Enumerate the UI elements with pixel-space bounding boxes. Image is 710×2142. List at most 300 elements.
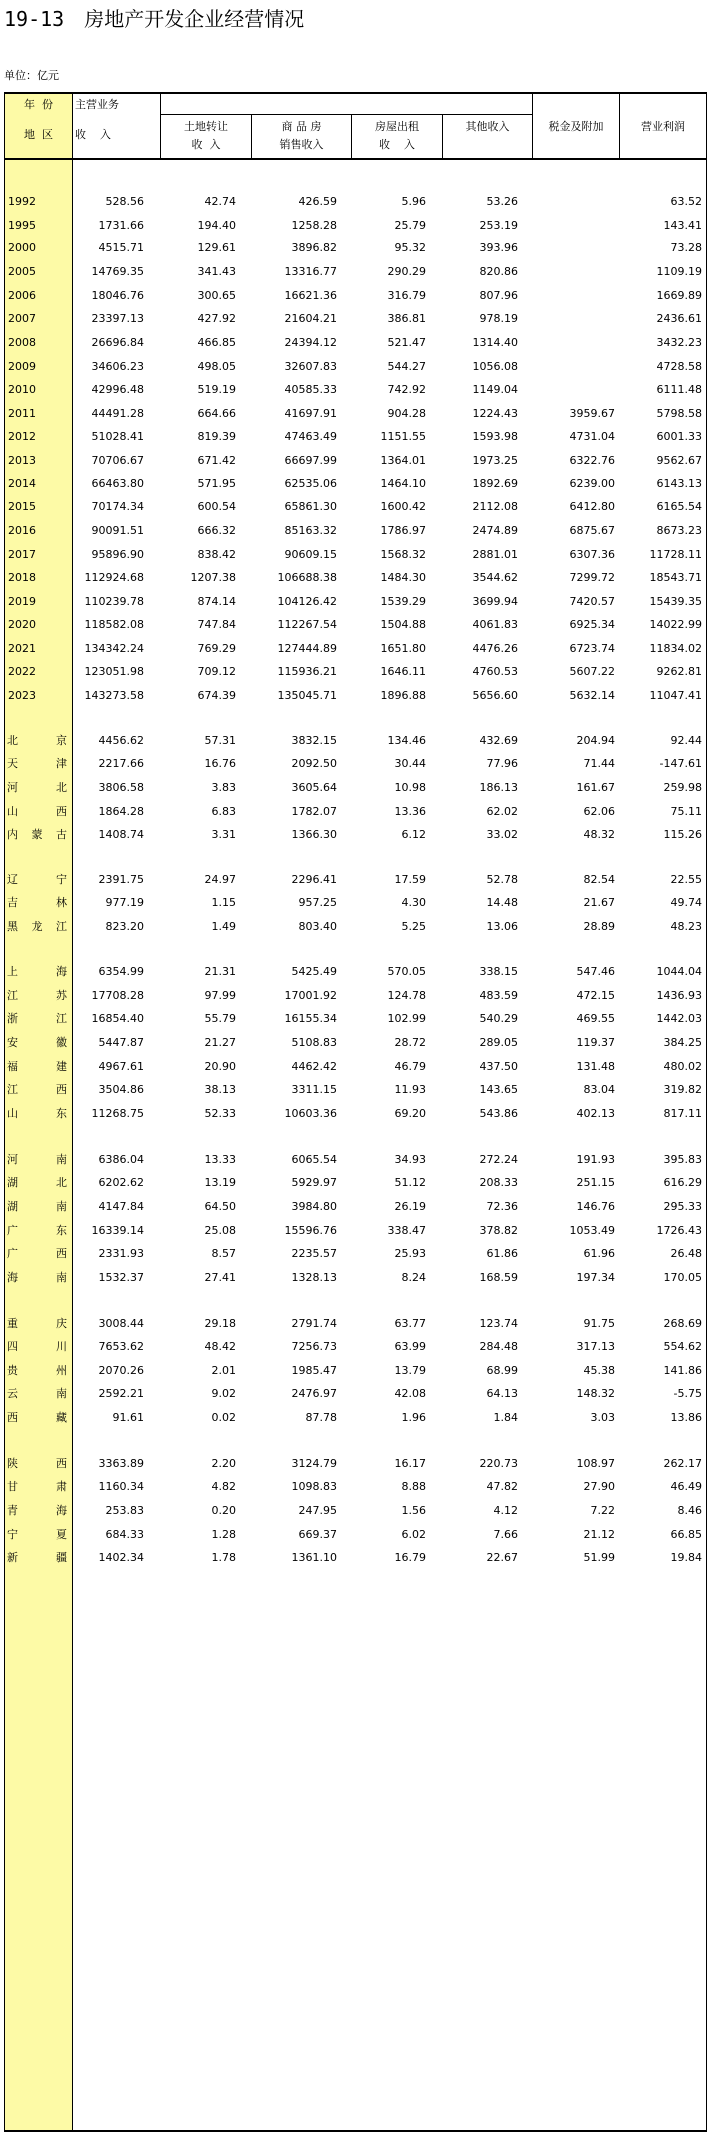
cell-other-revenue: 2474.89 <box>472 524 518 537</box>
cell-land-transfer: 1.49 <box>211 920 236 933</box>
table-header <box>5 92 706 160</box>
cell-rental: 742.92 <box>387 383 426 396</box>
row-region-label: 上海 <box>7 965 67 978</box>
cell-taxes: 7.22 <box>590 1504 615 1517</box>
cell-housing-sales: 2092.50 <box>291 757 337 770</box>
row-region-label: 内蒙古 <box>7 828 67 841</box>
cell-housing-sales: 247.95 <box>298 1504 337 1517</box>
cell-operating-profit: 1669.89 <box>656 289 702 302</box>
cell-taxes: 119.37 <box>576 1036 615 1049</box>
cell-operating-profit: 554.62 <box>663 1340 702 1353</box>
cell-main-revenue: 4456.62 <box>98 734 144 747</box>
cell-main-revenue: 3504.86 <box>98 1083 144 1096</box>
cell-rental: 25.93 <box>394 1247 426 1260</box>
cell-land-transfer: 427.92 <box>197 312 236 325</box>
cell-housing-sales: 24394.12 <box>284 336 337 349</box>
cell-other-revenue: 52.78 <box>486 873 518 886</box>
row-region-label: 河北 <box>7 781 67 794</box>
cell-main-revenue: 14769.35 <box>91 265 144 278</box>
unit-label: 单位：亿元 <box>4 69 59 82</box>
cell-land-transfer: 21.31 <box>204 965 236 978</box>
cell-land-transfer: 1.28 <box>211 1528 236 1541</box>
cell-housing-sales: 7256.73 <box>291 1340 337 1353</box>
cell-housing-sales: 15596.76 <box>284 1224 337 1237</box>
cell-operating-profit: -5.75 <box>673 1387 702 1400</box>
header-land-transfer: 土地转让 <box>184 120 228 133</box>
cell-main-revenue: 11268.75 <box>91 1107 144 1120</box>
cell-land-transfer: 1.78 <box>211 1551 236 1564</box>
cell-operating-profit: 11728.11 <box>649 548 702 561</box>
cell-operating-profit: 1726.43 <box>656 1224 702 1237</box>
cell-main-revenue: 528.56 <box>105 195 144 208</box>
cell-other-revenue: 1892.69 <box>472 477 518 490</box>
cell-rental: 1646.11 <box>380 665 426 678</box>
cell-taxes: 6322.76 <box>569 454 615 467</box>
data-table <box>4 92 707 2132</box>
row-year-label: 2009 <box>8 360 36 373</box>
row-region-label: 重庆 <box>7 1317 67 1330</box>
table-number: 19-13 <box>4 7 65 31</box>
cell-housing-sales: 3311.15 <box>291 1083 337 1096</box>
cell-other-revenue: 378.82 <box>479 1224 518 1237</box>
cell-other-revenue: 432.69 <box>479 734 518 747</box>
cell-operating-profit: 22.55 <box>670 873 702 886</box>
cell-main-revenue: 90091.51 <box>91 524 144 537</box>
cell-taxes: 51.99 <box>583 1551 615 1564</box>
cell-housing-sales: 41697.91 <box>284 407 337 420</box>
cell-rental: 521.47 <box>387 336 426 349</box>
cell-main-revenue: 6386.04 <box>98 1153 144 1166</box>
cell-housing-sales: 669.37 <box>298 1528 337 1541</box>
cell-land-transfer: 0.02 <box>211 1411 236 1424</box>
row-region-label: 天津 <box>7 757 67 770</box>
cell-other-revenue: 7.66 <box>493 1528 518 1541</box>
cell-other-revenue: 4061.83 <box>472 618 518 631</box>
cell-rental: 6.12 <box>401 828 426 841</box>
row-year-label: 2006 <box>8 289 36 302</box>
cell-rental: 13.36 <box>394 805 426 818</box>
row-region-label: 湖北 <box>7 1176 67 1189</box>
cell-land-transfer: 27.41 <box>204 1271 236 1284</box>
cell-main-revenue: 1408.74 <box>98 828 144 841</box>
header-rental: 房屋出租 <box>375 120 419 133</box>
header-rental-sub: 收 入 <box>379 138 415 151</box>
cell-rental: 316.79 <box>387 289 426 302</box>
cell-main-revenue: 91.61 <box>112 1411 144 1424</box>
cell-housing-sales: 5425.49 <box>291 965 337 978</box>
cell-rental: 1568.32 <box>380 548 426 561</box>
cell-taxes: 251.15 <box>576 1176 615 1189</box>
cell-taxes: 5607.22 <box>569 665 615 678</box>
cell-housing-sales: 3896.82 <box>291 241 337 254</box>
cell-main-revenue: 2592.21 <box>98 1387 144 1400</box>
cell-main-revenue: 42996.48 <box>91 383 144 396</box>
cell-housing-sales: 66697.99 <box>284 454 337 467</box>
table-row <box>5 681 706 711</box>
cell-land-transfer: 24.97 <box>204 873 236 886</box>
row-year-label: 1992 <box>8 195 36 208</box>
cell-land-transfer: 1.15 <box>211 896 236 909</box>
cell-taxes: 6412.80 <box>569 500 615 513</box>
cell-rental: 51.12 <box>394 1176 426 1189</box>
cell-other-revenue: 540.29 <box>479 1012 518 1025</box>
cell-other-revenue: 47.82 <box>486 1480 518 1493</box>
cell-other-revenue: 253.19 <box>479 219 518 232</box>
table-row <box>5 1099 706 1129</box>
cell-taxes: 161.67 <box>576 781 615 794</box>
cell-rental: 8.24 <box>401 1271 426 1284</box>
cell-land-transfer: 600.54 <box>197 500 236 513</box>
cell-main-revenue: 51028.41 <box>91 430 144 443</box>
cell-operating-profit: 66.85 <box>670 1528 702 1541</box>
cell-main-revenue: 143273.58 <box>84 689 144 702</box>
cell-taxes: 83.04 <box>583 1083 615 1096</box>
cell-rental: 1896.88 <box>380 689 426 702</box>
cell-land-transfer: 519.19 <box>197 383 236 396</box>
row-year-label: 2005 <box>8 265 36 278</box>
cell-taxes: 71.44 <box>583 757 615 770</box>
cell-housing-sales: 2296.41 <box>291 873 337 886</box>
cell-housing-sales: 3984.80 <box>291 1200 337 1213</box>
header-main-revenue: 主营业务 <box>75 98 119 111</box>
cell-housing-sales: 803.40 <box>298 920 337 933</box>
cell-taxes: 108.97 <box>576 1457 615 1470</box>
cell-housing-sales: 16621.36 <box>284 289 337 302</box>
cell-other-revenue: 1.84 <box>493 1411 518 1424</box>
cell-main-revenue: 18046.76 <box>91 289 144 302</box>
cell-main-revenue: 7653.62 <box>98 1340 144 1353</box>
cell-operating-profit: 26.48 <box>670 1247 702 1260</box>
cell-land-transfer: 4.82 <box>211 1480 236 1493</box>
cell-operating-profit: 3432.23 <box>656 336 702 349</box>
cell-taxes: 469.55 <box>576 1012 615 1025</box>
cell-other-revenue: 22.67 <box>486 1551 518 1564</box>
cell-land-transfer: 9.02 <box>211 1387 236 1400</box>
cell-housing-sales: 47463.49 <box>284 430 337 443</box>
row-region-label: 云南 <box>7 1387 67 1400</box>
cell-operating-profit: 11047.41 <box>649 689 702 702</box>
cell-land-transfer: 194.40 <box>197 219 236 232</box>
row-region-label: 辽宁 <box>7 873 67 886</box>
cell-operating-profit: 11834.02 <box>649 642 702 655</box>
cell-housing-sales: 87.78 <box>305 1411 337 1424</box>
row-year-label: 2012 <box>8 430 36 443</box>
cell-housing-sales: 104126.42 <box>277 595 337 608</box>
cell-taxes: 48.32 <box>583 828 615 841</box>
header-housing-sales-sub: 销售收入 <box>279 138 324 151</box>
row-year-label: 2022 <box>8 665 36 678</box>
cell-other-revenue: 1149.04 <box>472 383 518 396</box>
cell-operating-profit: 319.82 <box>663 1083 702 1096</box>
cell-housing-sales: 32607.83 <box>284 360 337 373</box>
cell-housing-sales: 13316.77 <box>284 265 337 278</box>
row-region-label: 宁夏 <box>7 1528 67 1541</box>
cell-main-revenue: 123051.98 <box>84 665 144 678</box>
cell-main-revenue: 253.83 <box>105 1504 144 1517</box>
cell-main-revenue: 134342.24 <box>84 642 144 655</box>
table-bottom-rule <box>5 2130 706 2132</box>
cell-other-revenue: 1593.98 <box>472 430 518 443</box>
row-region-label: 黑龙江 <box>7 920 67 933</box>
cell-main-revenue: 26696.84 <box>91 336 144 349</box>
cell-land-transfer: 747.84 <box>197 618 236 631</box>
cell-other-revenue: 1224.43 <box>472 407 518 420</box>
row-region-label: 甘肃 <box>7 1480 67 1493</box>
cell-housing-sales: 40585.33 <box>284 383 337 396</box>
cell-other-revenue: 1314.40 <box>472 336 518 349</box>
cell-housing-sales: 10603.36 <box>284 1107 337 1120</box>
row-region-label: 浙江 <box>7 1012 67 1025</box>
cell-operating-profit: 48.23 <box>670 920 702 933</box>
cell-housing-sales: 5108.83 <box>291 1036 337 1049</box>
cell-land-transfer: 300.65 <box>197 289 236 302</box>
row-region-label: 陕西 <box>7 1457 67 1470</box>
cell-rental: 1464.10 <box>380 477 426 490</box>
row-region-label: 河南 <box>7 1153 67 1166</box>
cell-taxes: 61.96 <box>583 1247 615 1260</box>
cell-operating-profit: 6143.13 <box>656 477 702 490</box>
cell-other-revenue: 13.06 <box>486 920 518 933</box>
cell-taxes: 7299.72 <box>569 571 615 584</box>
cell-rental: 6.02 <box>401 1528 426 1541</box>
cell-land-transfer: 466.85 <box>197 336 236 349</box>
row-region-label: 湖南 <box>7 1200 67 1213</box>
cell-land-transfer: 8.57 <box>211 1247 236 1260</box>
cell-housing-sales: 21604.21 <box>284 312 337 325</box>
cell-land-transfer: 874.14 <box>197 595 236 608</box>
cell-rental: 8.88 <box>401 1480 426 1493</box>
cell-other-revenue: 543.86 <box>479 1107 518 1120</box>
cell-taxes: 3.03 <box>590 1411 615 1424</box>
cell-rental: 13.79 <box>394 1364 426 1377</box>
cell-main-revenue: 95896.90 <box>91 548 144 561</box>
cell-land-transfer: 42.74 <box>204 195 236 208</box>
cell-land-transfer: 0.20 <box>211 1504 236 1517</box>
table-row <box>5 912 706 942</box>
cell-main-revenue: 66463.80 <box>91 477 144 490</box>
cell-main-revenue: 2217.66 <box>98 757 144 770</box>
cell-housing-sales: 3832.15 <box>291 734 337 747</box>
cell-taxes: 131.48 <box>576 1060 615 1073</box>
cell-land-transfer: 129.61 <box>197 241 236 254</box>
cell-rental: 1786.97 <box>380 524 426 537</box>
cell-rental: 25.79 <box>394 219 426 232</box>
cell-rental: 1539.29 <box>380 595 426 608</box>
cell-housing-sales: 106688.38 <box>277 571 337 584</box>
cell-rental: 1151.55 <box>380 430 426 443</box>
cell-land-transfer: 498.05 <box>197 360 236 373</box>
cell-other-revenue: 168.59 <box>479 1271 518 1284</box>
cell-land-transfer: 13.19 <box>204 1176 236 1189</box>
cell-operating-profit: 13.86 <box>670 1411 702 1424</box>
row-year-label: 1995 <box>8 219 36 232</box>
cell-taxes: 197.34 <box>576 1271 615 1284</box>
cell-operating-profit: 14022.99 <box>649 618 702 631</box>
cell-taxes: 62.06 <box>583 805 615 818</box>
cell-taxes: 6239.00 <box>569 477 615 490</box>
cell-land-transfer: 52.33 <box>204 1107 236 1120</box>
cell-taxes: 3959.67 <box>569 407 615 420</box>
row-year-label: 2000 <box>8 241 36 254</box>
row-region-label: 广东 <box>7 1224 67 1237</box>
row-region-label: 江苏 <box>7 989 67 1002</box>
cell-rental: 26.19 <box>394 1200 426 1213</box>
cell-housing-sales: 1098.83 <box>291 1480 337 1493</box>
cell-main-revenue: 16339.14 <box>91 1224 144 1237</box>
cell-other-revenue: 53.26 <box>486 195 518 208</box>
cell-housing-sales: 3605.64 <box>291 781 337 794</box>
cell-land-transfer: 3.83 <box>211 781 236 794</box>
header-year: 年 份 <box>24 98 53 111</box>
cell-land-transfer: 29.18 <box>204 1317 236 1330</box>
cell-land-transfer: 48.42 <box>204 1340 236 1353</box>
cell-housing-sales: 1782.07 <box>291 805 337 818</box>
cell-rental: 17.59 <box>394 873 426 886</box>
cell-rental: 290.29 <box>387 265 426 278</box>
cell-housing-sales: 1985.47 <box>291 1364 337 1377</box>
row-year-label: 2011 <box>8 407 36 420</box>
cell-rental: 63.77 <box>394 1317 426 1330</box>
row-year-label: 2017 <box>8 548 36 561</box>
row-year-label: 2020 <box>8 618 36 631</box>
cell-land-transfer: 38.13 <box>204 1083 236 1096</box>
row-year-label: 2023 <box>8 689 36 702</box>
cell-main-revenue: 823.20 <box>105 920 144 933</box>
cell-rental: 69.20 <box>394 1107 426 1120</box>
cell-operating-profit: 268.69 <box>663 1317 702 1330</box>
cell-main-revenue: 70174.34 <box>91 500 144 513</box>
cell-other-revenue: 437.50 <box>479 1060 518 1073</box>
header-region: 地 区 <box>24 128 53 141</box>
cell-main-revenue: 3008.44 <box>98 1317 144 1330</box>
cell-housing-sales: 127444.89 <box>277 642 337 655</box>
cell-main-revenue: 16854.40 <box>91 1012 144 1025</box>
cell-taxes: 547.46 <box>576 965 615 978</box>
cell-taxes: 191.93 <box>576 1153 615 1166</box>
cell-taxes: 28.89 <box>583 920 615 933</box>
cell-land-transfer: 1207.38 <box>190 571 236 584</box>
row-year-label: 2021 <box>8 642 36 655</box>
cell-taxes: 82.54 <box>583 873 615 886</box>
cell-other-revenue: 272.24 <box>479 1153 518 1166</box>
cell-rental: 1.56 <box>401 1504 426 1517</box>
cell-land-transfer: 2.01 <box>211 1364 236 1377</box>
cell-other-revenue: 289.05 <box>479 1036 518 1049</box>
cell-land-transfer: 57.31 <box>204 734 236 747</box>
cell-land-transfer: 571.95 <box>197 477 236 490</box>
cell-rental: 63.99 <box>394 1340 426 1353</box>
cell-other-revenue: 33.02 <box>486 828 518 841</box>
row-region-label: 广西 <box>7 1247 67 1260</box>
row-region-label: 青海 <box>7 1504 67 1517</box>
cell-taxes: 6925.34 <box>569 618 615 631</box>
table-title-text: 房地产开发企业经营情况 <box>84 7 305 31</box>
cell-other-revenue: 4.12 <box>493 1504 518 1517</box>
row-year-label: 2015 <box>8 500 36 513</box>
cell-housing-sales: 426.59 <box>298 195 337 208</box>
cell-main-revenue: 684.33 <box>105 1528 144 1541</box>
cell-main-revenue: 4515.71 <box>98 241 144 254</box>
cell-main-revenue: 2331.93 <box>98 1247 144 1260</box>
cell-rental: 1600.42 <box>380 500 426 513</box>
cell-rental: 570.05 <box>387 965 426 978</box>
row-year-label: 2018 <box>8 571 36 584</box>
cell-operating-profit: -147.61 <box>659 757 702 770</box>
cell-rental: 134.46 <box>387 734 426 747</box>
cell-taxes: 7420.57 <box>569 595 615 608</box>
cell-operating-profit: 143.41 <box>663 219 702 232</box>
cell-operating-profit: 384.25 <box>663 1036 702 1049</box>
cell-land-transfer: 709.12 <box>197 665 236 678</box>
cell-main-revenue: 2070.26 <box>98 1364 144 1377</box>
cell-main-revenue: 1402.34 <box>98 1551 144 1564</box>
cell-other-revenue: 64.13 <box>486 1387 518 1400</box>
row-region-label: 四川 <box>7 1340 67 1353</box>
cell-rental: 16.79 <box>394 1551 426 1564</box>
cell-other-revenue: 68.99 <box>486 1364 518 1377</box>
cell-taxes: 204.94 <box>576 734 615 747</box>
cell-main-revenue: 2391.75 <box>98 873 144 886</box>
row-region-label: 海南 <box>7 1271 67 1284</box>
cell-operating-profit: 73.28 <box>670 241 702 254</box>
table-row <box>5 820 706 850</box>
cell-housing-sales: 1366.30 <box>291 828 337 841</box>
cell-main-revenue: 17708.28 <box>91 989 144 1002</box>
cell-taxes: 21.12 <box>583 1528 615 1541</box>
cell-operating-profit: 2436.61 <box>656 312 702 325</box>
cell-land-transfer: 20.90 <box>204 1060 236 1073</box>
cell-operating-profit: 480.02 <box>663 1060 702 1073</box>
cell-other-revenue: 393.96 <box>479 241 518 254</box>
cell-operating-profit: 92.44 <box>670 734 702 747</box>
cell-main-revenue: 44491.28 <box>91 407 144 420</box>
cell-operating-profit: 49.74 <box>670 896 702 909</box>
cell-rental: 338.47 <box>387 1224 426 1237</box>
cell-land-transfer: 769.29 <box>197 642 236 655</box>
cell-taxes: 472.15 <box>576 989 615 1002</box>
row-region-label: 西藏 <box>7 1411 67 1424</box>
table-row <box>5 1263 706 1293</box>
cell-housing-sales: 112267.54 <box>277 618 337 631</box>
header-land-transfer-sub: 收 入 <box>191 138 221 151</box>
header-taxes: 税金及附加 <box>548 120 604 133</box>
cell-operating-profit: 1044.04 <box>656 965 702 978</box>
cell-main-revenue: 6354.99 <box>98 965 144 978</box>
cell-land-transfer: 671.42 <box>197 454 236 467</box>
cell-taxes: 146.76 <box>576 1200 615 1213</box>
cell-rental: 1.96 <box>401 1411 426 1424</box>
cell-rental: 10.98 <box>394 781 426 794</box>
row-region-label: 新疆 <box>7 1551 67 1564</box>
cell-main-revenue: 70706.67 <box>91 454 144 467</box>
cell-rental: 544.27 <box>387 360 426 373</box>
cell-housing-sales: 2235.57 <box>291 1247 337 1260</box>
cell-rental: 34.93 <box>394 1153 426 1166</box>
cell-other-revenue: 62.02 <box>486 805 518 818</box>
row-region-label: 贵州 <box>7 1364 67 1377</box>
cell-main-revenue: 4967.61 <box>98 1060 144 1073</box>
cell-housing-sales: 90609.15 <box>284 548 337 561</box>
cell-main-revenue: 3806.58 <box>98 781 144 794</box>
cell-land-transfer: 6.83 <box>211 805 236 818</box>
header-housing-sales: 商 品 房 <box>281 120 322 133</box>
cell-rental: 904.28 <box>387 407 426 420</box>
cell-operating-profit: 9262.81 <box>656 665 702 678</box>
cell-housing-sales: 16155.34 <box>284 1012 337 1025</box>
cell-operating-profit: 616.29 <box>663 1176 702 1189</box>
cell-rental: 1484.30 <box>380 571 426 584</box>
cell-housing-sales: 62535.06 <box>284 477 337 490</box>
